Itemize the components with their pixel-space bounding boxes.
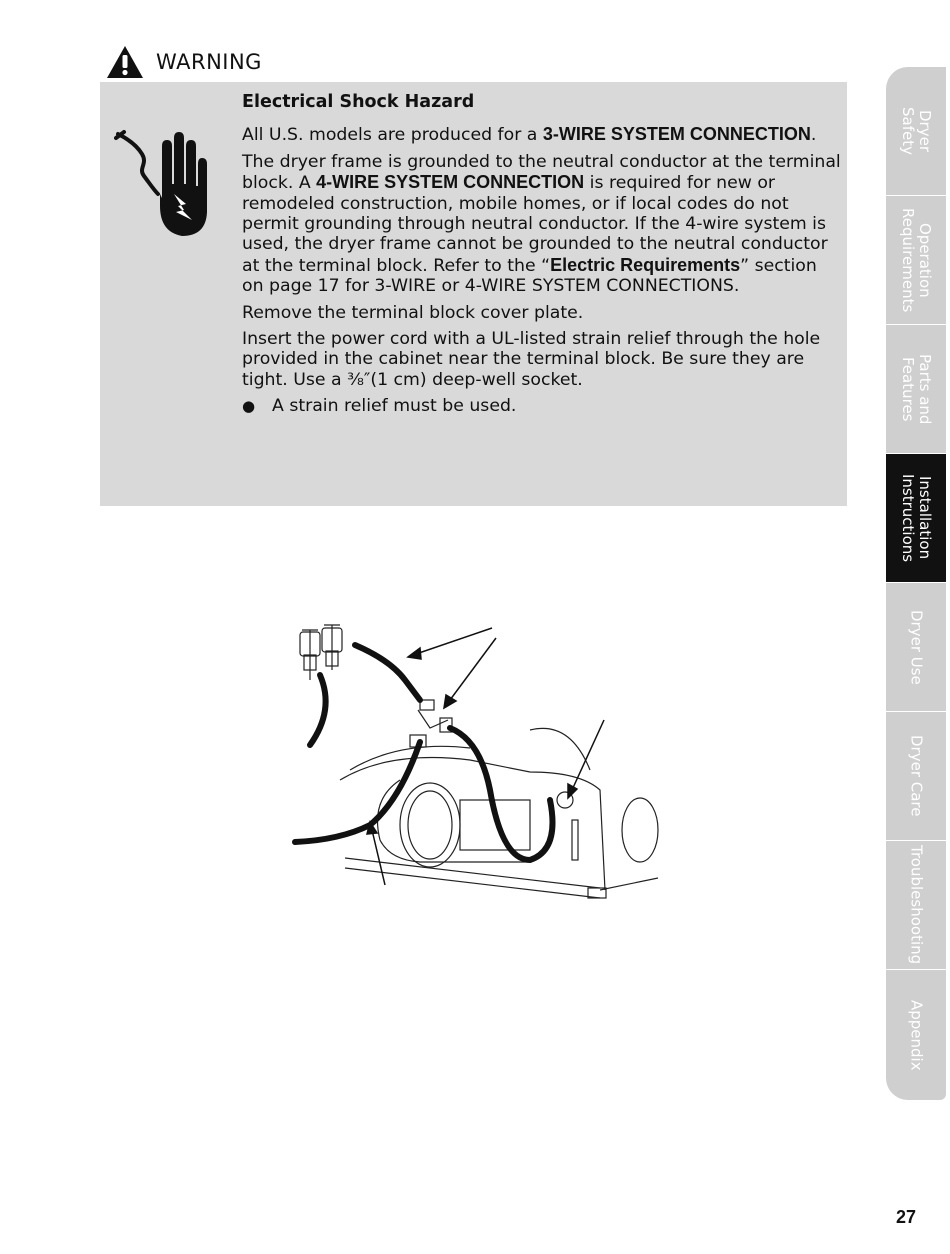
tab-appendix[interactable]: Appendix bbox=[886, 970, 946, 1100]
tab-parts-and-features[interactable]: Parts and Features bbox=[886, 325, 946, 455]
warning-text bbox=[242, 92, 842, 417]
warning-triangle-icon bbox=[106, 45, 144, 79]
bullet-item bbox=[242, 396, 842, 416]
tab-troubleshooting[interactable]: Troubleshooting bbox=[886, 841, 946, 971]
paragraph-wire-system: All U.S. models are produced for a 3-WIRE SYSTEM CONNECTION. bbox=[242, 124, 817, 146]
warning-box bbox=[100, 82, 847, 506]
electrical-shock-hand-icon bbox=[114, 124, 214, 239]
paragraph-cover-plate: Remove the terminal block cover plate. bbox=[242, 302, 584, 323]
section-tabs bbox=[886, 67, 946, 1100]
bullet-icon: ● bbox=[242, 397, 256, 416]
tab-installation-instructions[interactable]: Installation Instructions bbox=[886, 454, 946, 584]
warning-label: WARNING bbox=[156, 50, 262, 74]
warning-title: Electrical Shock Hazard bbox=[242, 92, 475, 112]
paragraph-power-cord: Insert the power cord with a UL-listed strain relief through the hole provided in the cabinet near the terminal block. Be sure they are tight. Use a ⅜″(1 cm) deep-well socket. bbox=[242, 329, 821, 390]
page-number: 27 bbox=[896, 1207, 917, 1227]
paragraph-grounding: The dryer frame is grounded to the neutral conductor at the terminal block. A 4-WIRE SYSTEM CONNECTION is required for new or remodeled construction, mobile homes, or if local codes do not permit grounding through neutral conductor. If the 4-wire system is used, the dryer frame cannot be grounded to the neutral conductor at the terminal block. Refer to the “Electric Requirements” section on page 17 for 3-WIRE or 4-WIRE SYSTEM CONNECTIONS. bbox=[242, 151, 841, 297]
tab-dryer-safety[interactable]: Dryer Safety bbox=[886, 67, 946, 197]
warning-header bbox=[106, 44, 262, 80]
tab-dryer-use[interactable]: Dryer Use bbox=[886, 583, 946, 713]
hose-connection-illustration bbox=[280, 600, 680, 910]
bullet-text: A strain relief must be used. bbox=[272, 396, 517, 417]
tab-dryer-care[interactable]: Dryer Care bbox=[886, 712, 946, 842]
tab-operation-requirements[interactable]: Operation Requirements bbox=[886, 196, 946, 326]
